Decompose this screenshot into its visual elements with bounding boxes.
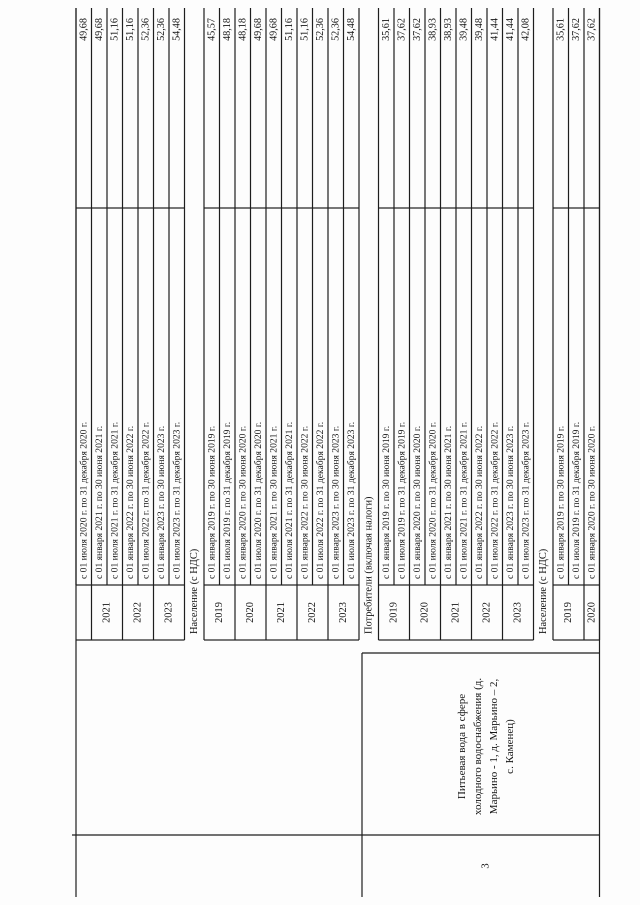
- service-name-line: с. Каменец): [504, 719, 516, 774]
- tariff-period: с 01 января 2023 г. по 30 июня 2023 г.: [155, 425, 167, 579]
- tariff-value: 39,48: [458, 18, 470, 41]
- tariff-period: с 01 июля 2019 г. по 31 декабря 2019 г.: [221, 421, 233, 579]
- tariff-value: 48,18: [237, 18, 249, 41]
- tariff-period: с 01 июля 2023 г. по 31 декабря 2023 г.: [520, 421, 532, 579]
- tariff-value: 41,44: [504, 18, 516, 41]
- tariff-value: 49,68: [252, 18, 264, 41]
- tariff-period: с 01 июля 2023 г. по 31 декабря 2023 г.: [345, 421, 357, 579]
- tariff-value: 49,68: [93, 18, 105, 41]
- tariff-value: 52,36: [155, 18, 167, 41]
- tariff-value: 51,16: [124, 18, 136, 41]
- year-label: 2023: [512, 602, 524, 623]
- tariff-value: 52,36: [330, 18, 342, 41]
- tariff-value: 37,62: [411, 18, 423, 41]
- service-name-line: холодного водоснабжения (д.: [472, 677, 484, 816]
- tariff-period: с 01 января 2020 г. по 30 июня 2020 г.: [237, 425, 249, 579]
- row-number: 3: [480, 863, 492, 869]
- tariff-value: 35,61: [555, 18, 567, 41]
- year-label: 2019: [563, 602, 574, 623]
- tariff-period: с 01 июля 2021 г. по 31 декабря 2021 г.: [283, 421, 295, 579]
- tariff-value: 37,62: [586, 18, 598, 41]
- tariff-period: с 01 июля 2019 г. по 31 декабря 2019 г.: [570, 421, 582, 579]
- table-text-layer: [78, 18, 597, 869]
- year-label: 2022: [132, 602, 144, 623]
- tariff-value: 51,16: [109, 18, 121, 41]
- tariff-period: с 01 июля 2022 г. по 31 декабря 2022 г.: [140, 421, 152, 579]
- tariff-period: с 01 января 2019 г. по 30 июня 2019 г.: [206, 425, 218, 579]
- tariff-value: 52,36: [314, 18, 326, 41]
- tariff-value: 35,61: [380, 18, 392, 41]
- year-label: 2019: [388, 602, 400, 623]
- tariff-period: с 01 января 2020 г. по 30 июня 2020 г.: [411, 425, 423, 579]
- year-label: 2021: [450, 602, 462, 623]
- tariff-period: с 01 января 2023 г. по 30 июня 2023 г.: [330, 425, 342, 579]
- year-label: 2020: [419, 602, 431, 623]
- year-label: 2022: [481, 602, 493, 623]
- tariff-value: 37,62: [396, 18, 408, 41]
- tariff-value: 37,62: [570, 18, 582, 41]
- tariff-period: с 01 июля 2022 г. по 31 декабря 2022 г.: [489, 421, 501, 579]
- tariff-period: с 01 июля 2020 г. по 31 декабря 2020 г.: [252, 421, 264, 579]
- tariff-period: с 01 июля 2022 г. по 31 декабря 2022 г.: [314, 421, 326, 579]
- year-label: 2021: [276, 602, 287, 623]
- tariff-period: с 01 июля 2020 г. по 31 декабря 2020 г.: [78, 421, 90, 579]
- service-name-line: Марьино - 1, д. Марьино – 2,: [488, 678, 500, 815]
- tariff-value: 52,36: [140, 18, 152, 41]
- year-label: 2019: [214, 602, 225, 623]
- tariff-value: 41,44: [489, 18, 501, 41]
- tariff-period: с 01 января 2022 г. по 30 июня 2022 г.: [473, 425, 485, 579]
- tariff-period: с 01 июля 2019 г. по 31 декабря 2019 г.: [396, 421, 408, 579]
- year-label: 2020: [245, 602, 256, 623]
- tariff-period: с 01 января 2019 г. по 30 июня 2019 г.: [380, 425, 392, 579]
- tariff-value: 45,57: [206, 18, 218, 41]
- tariff-value: 38,93: [427, 18, 439, 41]
- tariff-period: с 01 января 2022 г. по 30 июня 2022 г.: [124, 425, 136, 579]
- tariff-value: 49,68: [78, 18, 90, 41]
- tariff-value: 51,16: [299, 18, 311, 41]
- tariff-period: с 01 января 2020 г. по 30 июня 2020 г.: [586, 425, 598, 579]
- tariff-period: с 01 января 2021 г. по 30 июня 2021 г.: [93, 425, 105, 579]
- group-header: Население (с НДС): [537, 548, 549, 634]
- tariff-value: 54,48: [171, 18, 183, 41]
- tariff-value: 51,16: [283, 18, 295, 41]
- tariff-value: 38,93: [442, 18, 454, 41]
- tariff-period: с 01 января 2023 г. по 30 июня 2023 г.: [504, 425, 516, 579]
- year-label: 2023: [163, 602, 175, 623]
- tariff-value: 49,68: [268, 18, 280, 41]
- tariff-period: с 01 июля 2021 г. по 31 декабря 2021 г.: [458, 421, 470, 579]
- tariff-period: с 01 января 2021 г. по 30 июня 2021 г.: [442, 425, 454, 579]
- year-label: 2020: [586, 602, 598, 623]
- group-header: Потребители (включая налоги): [363, 496, 375, 634]
- year-label: 2021: [101, 602, 113, 623]
- tariff-period: с 01 июля 2023 г. по 31 декабря 2023 г.: [171, 421, 183, 579]
- year-label: 2023: [338, 602, 349, 623]
- service-name-line: Питьевая вода в сфере: [456, 693, 468, 800]
- tariff-period: с 01 июля 2021 г. по 31 декабря 2021 г.: [109, 421, 121, 579]
- tariff-period: с 01 января 2019 г. по 30 июня 2019 г.: [555, 425, 567, 579]
- tariff-value: 48,18: [221, 18, 233, 41]
- tariff-period: с 01 июля 2020 г. по 31 декабря 2020 г.: [427, 421, 439, 579]
- tariff-value: 54,48: [345, 18, 357, 41]
- tariff-value: 39,48: [473, 18, 485, 41]
- tariff-period: с 01 января 2022 г. по 30 июня 2022 г.: [299, 425, 311, 579]
- tariff-period: с 01 января 2021 г. по 30 июня 2021 г.: [268, 425, 280, 579]
- tariff-value: 42,08: [520, 18, 532, 41]
- year-label: 2022: [307, 602, 318, 623]
- group-header: Население (с НДС): [188, 548, 200, 634]
